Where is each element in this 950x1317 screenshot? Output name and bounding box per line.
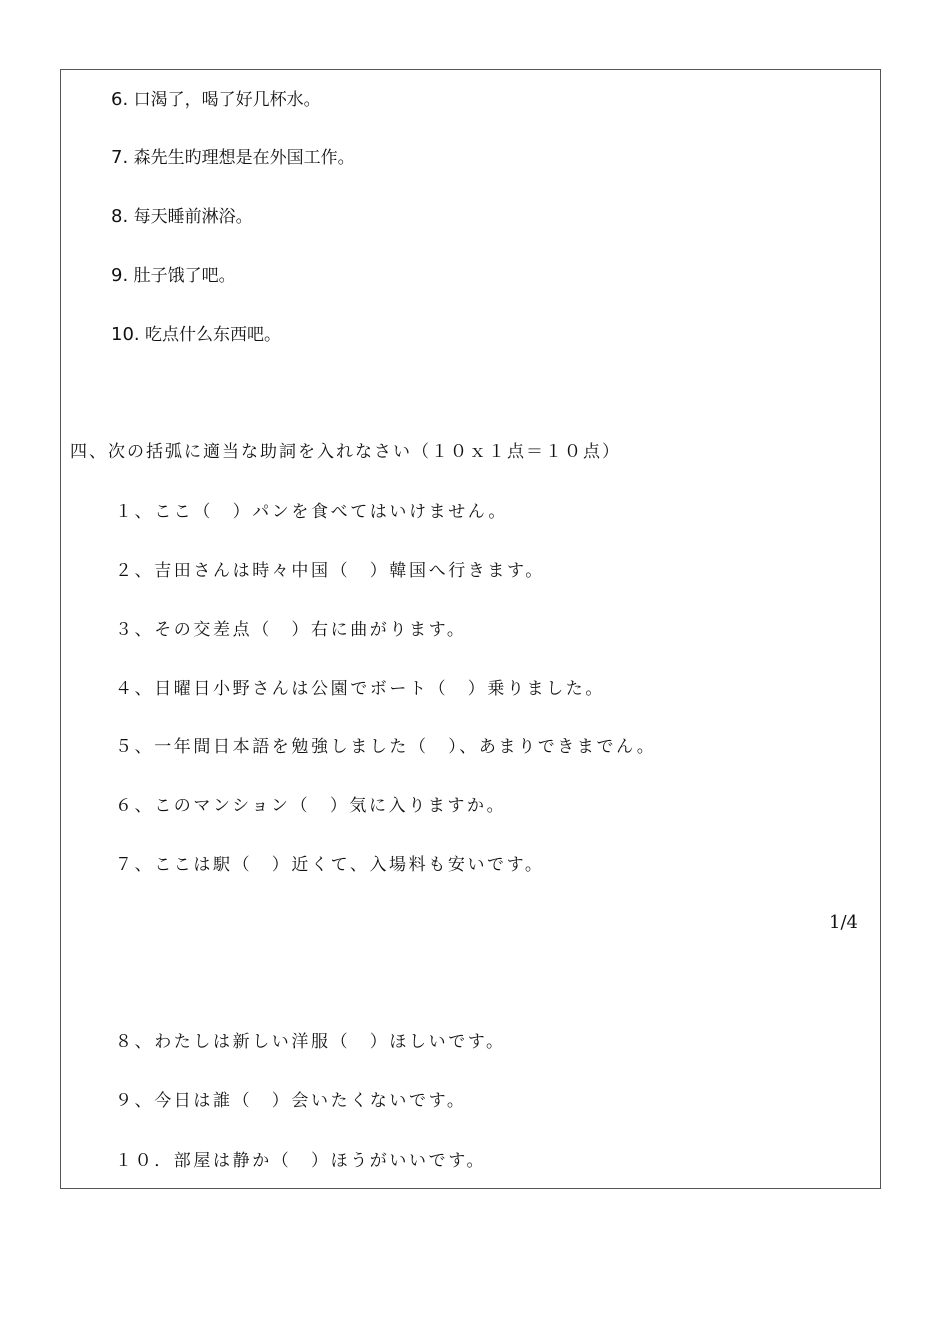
translation-item-9 <box>111 264 236 288</box>
item-text: 吃点什么东西吧。 <box>145 325 282 345</box>
particle-item-1: １、ここ（ ）パンを食べてはいけません。 <box>115 502 509 522</box>
page-number: 1/4 <box>829 912 858 933</box>
particle-item-3: ３、その交差点（ ）右に曲がります。 <box>115 620 467 640</box>
item-text: 森先生旳理想是在外国工作。 <box>133 148 355 168</box>
section-heading: 四、次の括弧に適当な助詞を入れなさい（１０ｘ１点＝１０点） <box>70 442 621 462</box>
particle-item-5: ５、一年間日本語を勉強しました（ ）、あまりできまでん。 <box>115 737 657 757</box>
item-number: 7. <box>111 147 129 168</box>
item-number: 6. <box>111 89 129 110</box>
particle-item-8: ８、わたしは新しい洋服（ ）ほしいです。 <box>115 1032 506 1052</box>
particle-item-2: ２、吉田さんは時々中国（ ）韓国へ行きます。 <box>115 561 545 581</box>
item-number: 8. <box>111 206 129 227</box>
particle-item-9: ９、今日は誰（ ）会いたくないです。 <box>115 1091 467 1111</box>
item-text: 每天睡前淋浴。 <box>133 207 253 227</box>
translation-item-8 <box>111 205 253 229</box>
item-number: 9. <box>111 265 129 286</box>
translation-item-10 <box>111 323 281 347</box>
item-text: 肚子饿了吧。 <box>133 266 236 286</box>
particle-item-4: ４、日曜日小野さんは公園でボート（ ）乗りました。 <box>115 679 605 699</box>
translation-item-6 <box>111 88 321 112</box>
particle-item-7: ７、ここは駅（ ）近くて、入場料も安いです。 <box>115 855 545 875</box>
particle-item-10: １０．部屋は静か（ ）ほうがいいです。 <box>115 1151 487 1171</box>
item-number: 10. <box>111 324 140 345</box>
item-text: 口渴了，喝了好几杯水。 <box>133 90 321 110</box>
translation-item-7 <box>111 146 355 170</box>
particle-item-6: ６、このマンション（ ）気に入りますか。 <box>115 796 507 816</box>
